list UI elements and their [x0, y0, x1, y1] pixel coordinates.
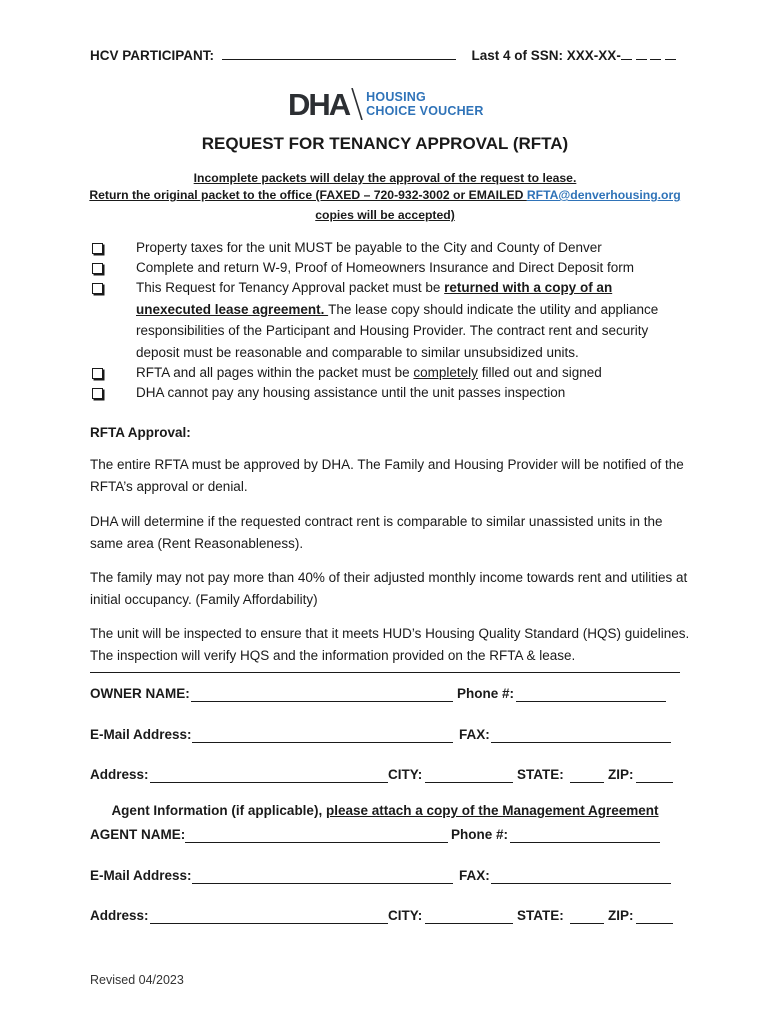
ssn-digit-4[interactable]	[665, 49, 676, 60]
owner-address-field[interactable]	[150, 782, 388, 783]
agent-heading	[0, 803, 770, 818]
notice-return-text: Return the original packet to the office (FAXED – 720-932-3002 or EMAILED	[89, 188, 527, 202]
owner-phone-label: Phone #:	[457, 686, 515, 701]
owner-city-label: CITY:	[388, 767, 423, 782]
participant-header	[90, 48, 676, 63]
notice-line-2	[0, 188, 770, 202]
participant-blank[interactable]	[222, 49, 456, 60]
agent-fax-label: FAX:	[459, 868, 490, 883]
checklist-item-property-taxes: Property taxes for the unit MUST be payable to the City and County of Denver	[136, 240, 602, 255]
agent-address-field[interactable]	[150, 923, 388, 924]
item3-text-c: unexecuted lease agreement.	[136, 302, 329, 317]
dha-hcv-logo	[288, 86, 484, 122]
owner-zip-field[interactable]	[636, 782, 673, 783]
checkbox-complete-packet[interactable]	[92, 368, 103, 379]
checklist-item-w9-insurance: Complete and return W-9, Proof of Homeowners Insurance and Direct Deposit form	[136, 260, 634, 275]
owner-name-field[interactable]	[191, 701, 453, 702]
owner-email-field[interactable]	[192, 742, 453, 743]
approval-paragraph-1: The entire RFTA must be approved by DHA. The Family and Housing Provider will be notified of the RFTA’s approval or denial.	[90, 457, 684, 494]
agent-state-label: STATE:	[517, 908, 564, 923]
checklist-item-rfta-packet-line-3: responsibilities of the Participant and Housing Provider. The contract rent and security	[136, 323, 649, 338]
approval-heading: RFTA Approval:	[90, 425, 191, 440]
item3-text-d: The lease copy should indicate the utility and appliance	[328, 302, 659, 317]
agent-heading-text: Agent Information (if applicable),	[111, 803, 326, 818]
agent-state-field[interactable]	[570, 923, 604, 924]
agent-phone-label: Phone #:	[451, 827, 509, 842]
agent-heading-attach: please attach a copy of the Management Agreement	[325, 803, 659, 818]
item3-text-b: returned with a copy of an	[444, 280, 613, 295]
owner-city-field[interactable]	[425, 782, 513, 783]
checklist-item-rfta-packet-line-1	[136, 278, 612, 298]
logo-line-choice-voucher: CHOICE VOUCHER	[366, 104, 484, 118]
checklist-item-rfta-packet-line-4: deposit must be reasonable and comparable to similar unsubsidized units.	[136, 345, 579, 360]
ssn-digit-1[interactable]	[621, 49, 632, 60]
owner-fax-label: FAX:	[459, 727, 490, 742]
agent-zip-field[interactable]	[636, 923, 673, 924]
agent-name-field[interactable]	[185, 842, 448, 843]
approval-paragraph-4: The unit will be inspected to ensure that it meets HUD’s Housing Quality Standard (HQS) guidelines. The inspection will verify HQS and the information provided on the RFTA & lease.	[90, 626, 690, 663]
item4-text-a: RFTA and all pages within the packet must be	[136, 365, 414, 380]
checkbox-property-taxes[interactable]	[92, 243, 103, 254]
ssn-digit-2[interactable]	[636, 49, 647, 60]
owner-address-label: Address:	[90, 767, 149, 782]
section-divider	[90, 672, 680, 673]
checklist-item-rfta-packet-line-2	[136, 300, 658, 320]
checkbox-rfta-packet[interactable]	[92, 283, 103, 294]
checklist-item-inspection: DHA cannot pay any housing assistance until the unit passes inspection	[136, 385, 566, 400]
agent-fax-field[interactable]	[491, 883, 671, 884]
owner-email-label: E-Mail Address:	[90, 727, 192, 742]
agent-zip-label: ZIP:	[608, 908, 634, 923]
revision-date: Revised 04/2023	[90, 973, 184, 987]
logo-hcv-text	[366, 90, 483, 118]
owner-state-label: STATE:	[517, 767, 564, 782]
owner-zip-label: ZIP:	[608, 767, 634, 782]
ssn-digit-3[interactable]	[650, 49, 661, 60]
participant-label: HCV PARTICIPANT:	[90, 48, 214, 63]
checklist-item-complete-packet	[136, 363, 602, 383]
logo-dha-text: DHA	[288, 86, 350, 122]
checkbox-inspection[interactable]	[92, 388, 103, 399]
notice-line-1: Incomplete packets will delay the approval of the request to lease.	[193, 171, 577, 185]
agent-email-label: E-Mail Address:	[90, 868, 192, 883]
logo-line-housing: HOUSING	[366, 90, 426, 104]
agent-email-field[interactable]	[192, 883, 453, 884]
agent-name-label: AGENT NAME:	[90, 827, 186, 842]
owner-name-label: OWNER NAME:	[90, 686, 190, 701]
agent-city-field[interactable]	[425, 923, 513, 924]
agent-city-label: CITY:	[388, 908, 423, 923]
checkbox-w9-insurance[interactable]	[92, 263, 103, 274]
owner-fax-field[interactable]	[491, 742, 671, 743]
page-title: REQUEST FOR TENANCY APPROVAL (RFTA)	[201, 134, 569, 153]
approval-paragraph-3: The family may not pay more than 40% of their adjusted monthly income towards rent and utilities at initial occupancy. (Family Affordability)	[90, 570, 688, 607]
item4-text-b: completely	[413, 365, 478, 380]
rfta-email-link[interactable]: RFTA@denverhousing.org	[526, 188, 681, 202]
item3-text-a: This Request for Tenancy Approval packet must be	[136, 280, 445, 295]
owner-state-field[interactable]	[570, 782, 604, 783]
notice-line-3: copies will be accepted)	[315, 208, 455, 222]
item4-text-c: filled out and signed	[477, 365, 602, 380]
logo-slash-icon	[351, 88, 363, 120]
agent-phone-field[interactable]	[510, 842, 660, 843]
owner-phone-field[interactable]	[516, 701, 666, 702]
ssn-label: Last 4 of SSN: XXX-XX-	[471, 48, 621, 63]
agent-address-label: Address:	[90, 908, 149, 923]
approval-paragraph-2: DHA will determine if the requested contract rent is comparable to similar unassisted units in the same area (Rent Reasonableness).	[90, 514, 663, 551]
